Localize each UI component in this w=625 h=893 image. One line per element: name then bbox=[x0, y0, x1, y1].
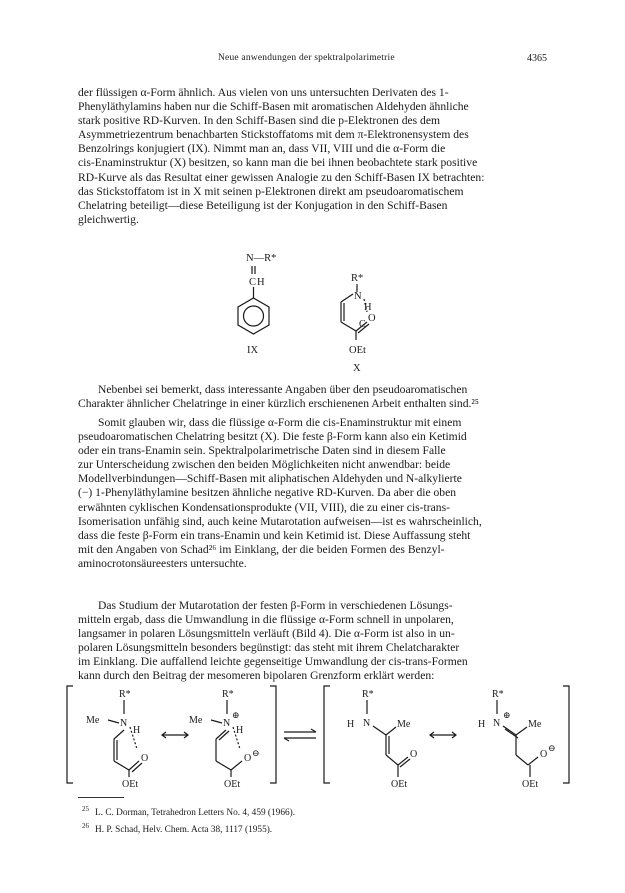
text-line: aminocrotonsäureesters untersuchte. bbox=[78, 556, 247, 570]
left-bracket-close bbox=[270, 686, 276, 783]
footnote-number: 26 bbox=[82, 821, 89, 830]
text-line: das Stickstoffatom ist in X mit seinen p-Elektronen direkt am pseudoaromatischem bbox=[78, 184, 464, 198]
text-line: gleichwertig. bbox=[78, 212, 139, 226]
footnote-rule bbox=[78, 797, 124, 798]
footnote-25 bbox=[82, 803, 295, 820]
left-bracket-open bbox=[67, 686, 73, 783]
scheme-me-label: Me bbox=[189, 715, 203, 726]
scheme-n-label: N bbox=[120, 718, 128, 729]
running-title: Neue anwendungen der spektralpolarimetrie bbox=[218, 53, 395, 63]
paragraph-rd-curves bbox=[78, 86, 556, 227]
resonance-arrow bbox=[430, 732, 456, 738]
x-c-label: C bbox=[359, 319, 366, 330]
text-line: langsamer in polaren Lösungsmitteln verläuft (Bild 4). Die α-Form ist also in un- bbox=[78, 627, 455, 641]
scheme-n-label: N bbox=[493, 718, 501, 729]
running-head bbox=[0, 53, 625, 67]
structure-trans-neutral bbox=[367, 700, 410, 777]
ix-n-r-label: N—R* bbox=[246, 253, 277, 264]
x-h-label: H bbox=[364, 302, 372, 313]
scheme-h-label: H bbox=[478, 719, 486, 730]
text-line: kann durch den Beitrag der mesomeren bipolaren Grenzform erklärt werden: bbox=[78, 669, 435, 683]
text-line: Chelatring beteiligt—diese Beteiligung ist der Konjugation in den Schiff-Basen bbox=[78, 198, 448, 212]
footnote-number: 25 bbox=[82, 805, 89, 813]
scheme-h-label: H bbox=[236, 725, 244, 736]
resonance-arrow bbox=[162, 732, 188, 738]
x-r-label: R* bbox=[351, 273, 364, 284]
footnote-26 bbox=[82, 820, 295, 837]
scheme-me-label: Me bbox=[86, 715, 100, 726]
scheme-r-label: R* bbox=[119, 689, 131, 700]
scheme-o-label: O bbox=[540, 749, 548, 760]
page-number: 4365 bbox=[527, 53, 547, 64]
scheme-plus-label: ⊕ bbox=[232, 710, 240, 720]
ix-h-label: H bbox=[257, 277, 265, 288]
scheme-oet-label: OEt bbox=[391, 779, 408, 790]
scheme-n-label: N bbox=[363, 718, 371, 729]
text-line: Somit glauben wir, dass die flüssige α-Form die cis-Enaminstruktur mit einem bbox=[98, 416, 462, 429]
footnote-text: L. C. Dorman, Tetrahedron Letters No. 4, 459 (1966). bbox=[95, 808, 296, 819]
right-bracket-close bbox=[563, 686, 569, 783]
scheme-h-label: H bbox=[347, 719, 355, 730]
text-line: Isomerisation unfähig sind, auch keine Mutarotation aufweisen—ist es wahrscheinlich, bbox=[78, 514, 482, 528]
text-line: Das Studium der Mutarotation der festen β-Form in verschiedenen Lösungs- bbox=[98, 599, 453, 612]
scheme-oet-label: OEt bbox=[224, 779, 241, 790]
text-line: Benzolrings konjugiert (IX). Nimmt man an, dass VII, VIII und die α-Form die bbox=[78, 142, 446, 156]
ix-label: IX bbox=[247, 345, 259, 356]
x-n-label: N bbox=[354, 291, 362, 302]
text-line: RD-Kurve als das Resultat einer gewissen Analogie zu den Schiff-Basen IX betrachten: bbox=[78, 170, 485, 184]
text-line: Phenyläthylamins haben nur die Schiff-Basen mit aromatischen Aldehyden ähnliche bbox=[78, 100, 469, 114]
scheme-oet-label: OEt bbox=[522, 779, 539, 790]
scheme-minus-label: ⊖ bbox=[548, 743, 556, 753]
text-line: dass die feste β-Form ein trans-Enamin und kein Ketimid ist. Diese Auffassung steht bbox=[78, 528, 471, 542]
scheme-r-label: R* bbox=[362, 689, 374, 700]
paragraph-pseudoaromatic bbox=[78, 383, 556, 411]
text-line: cis-Enaminstruktur (X) besitzen, so kann man die bei ihnen beobachtete stark positive bbox=[78, 156, 478, 170]
scheme-o-label: O bbox=[244, 753, 252, 764]
paragraph-enamine bbox=[78, 416, 556, 571]
text-line: Charakter ähnlicher Chelatringe in einer kürzlich erschienenen Arbeit enthalten sind.²⁵ bbox=[78, 397, 479, 411]
footnote-text: H. P. Schad, Helv. Chem. Acta 38, 1117 (1955). bbox=[95, 824, 273, 835]
equilibrium-arrows bbox=[284, 729, 316, 741]
mesomeric-scheme bbox=[64, 683, 579, 793]
scheme-me-label: Me bbox=[397, 719, 411, 730]
scheme-o-label: O bbox=[141, 753, 149, 764]
scheme-oet-label: OEt bbox=[122, 779, 139, 790]
text-line: Asymmetriezentrum benachbarten Stickstoffatoms mit dem π-Elektronensystem des bbox=[78, 128, 469, 142]
scheme-n-label: N bbox=[223, 718, 231, 729]
text-line: Nebenbei sei bemerkt, dass interessante Angaben über den pseudoaromatischen bbox=[98, 383, 468, 396]
text-line: mitteln ergab, dass die Umwandlung in die flüssige α-Form schnell in unpolaren, bbox=[78, 613, 454, 627]
structures-ix-x-figure bbox=[200, 232, 430, 382]
scheme-r-label: R* bbox=[492, 689, 504, 700]
text-line: Modellverbindungen—Schiff-Basen mit aliphatischen Aldehyden und N-alkylierte bbox=[78, 472, 462, 486]
right-bracket-open bbox=[324, 686, 330, 783]
text-line: (−) 1-Phenyläthylamine besitzen ähnliche negative RD-Kurven. Da aber die oben bbox=[78, 486, 457, 500]
scheme-minus-label: ⊖ bbox=[252, 748, 260, 758]
text-line: erwähnten cyklischen Kondensationsprodukte (VII, VIII), die zu einer cis-trans- bbox=[78, 500, 450, 514]
x-oet-label: OEt bbox=[349, 345, 366, 356]
scheme-me-label: Me bbox=[528, 719, 542, 730]
paragraph-mutarotation bbox=[78, 599, 556, 684]
scheme-plus-label: ⊕ bbox=[503, 710, 511, 720]
ix-c-label: C bbox=[249, 277, 257, 288]
scheme-r-label: R* bbox=[222, 689, 234, 700]
scheme-h-label: H bbox=[133, 725, 141, 736]
x-label: X bbox=[353, 363, 361, 374]
text-line: mit den Angaben von Schad²⁶ im Einklang, der die beiden Formen des Benzyl- bbox=[78, 542, 445, 556]
text-line: stark positive RD-Kurven. In den Schiff-Basen sind die p-Elektronen des dem bbox=[78, 114, 441, 128]
scheme-o-label: O bbox=[410, 749, 418, 760]
text-line: polaren Lösungsmitteln besonders begünstigt: das steht mit ihrem Chelatcharakter bbox=[78, 641, 460, 655]
text-line: zur Unterscheidung zwischen den beiden Möglichkeiten nicht anwendbar: beide bbox=[78, 458, 451, 472]
structure-cis-neutral bbox=[108, 700, 142, 777]
x-o-label: O bbox=[368, 313, 376, 324]
text-line: oder ein trans-Enamin sein. Spektralpolarimetrische Daten sind in diesem Falle bbox=[78, 444, 446, 458]
text-line: pseudoaromatischen Chelatring besitzt (X). Die feste β-Form kann also ein Ketimid bbox=[78, 430, 467, 444]
footnotes bbox=[82, 803, 295, 836]
text-line: der flüssigen α-Form ähnlich. Aus vielen von uns untersuchten Derivaten des 1- bbox=[78, 86, 449, 99]
text-line: im Einklang. Die auffallend leichte gegenseitige Umwandlung der cis-trans-Formen bbox=[78, 655, 468, 669]
